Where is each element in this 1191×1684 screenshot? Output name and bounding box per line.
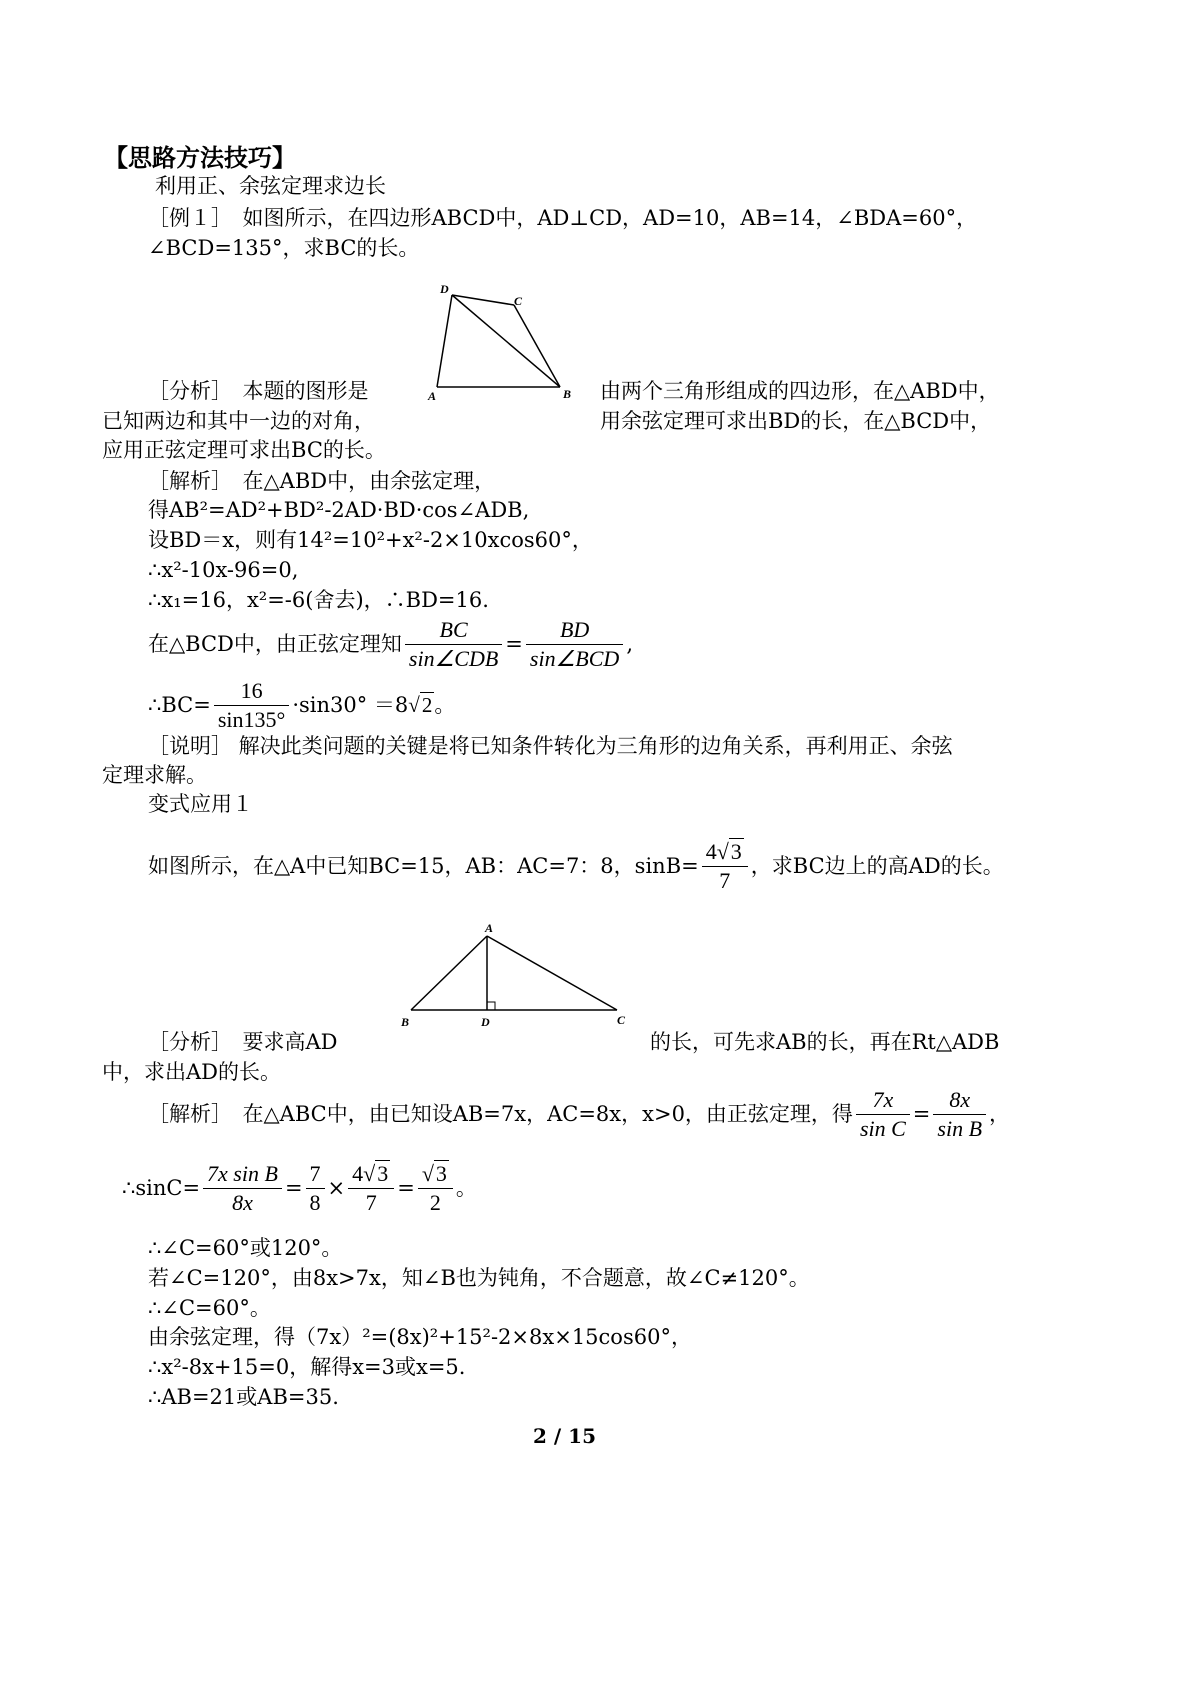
topic-line: 利用正、余弦定理求边长 xyxy=(155,174,386,198)
fraction-sqrt3-over-2: $\frac{√3}{2}$ xyxy=(418,1160,453,1217)
vertex-label-d: D xyxy=(481,1015,490,1029)
solution-1-cosine-law: 得AB²=AD²+BD²-2AD·BD·cos∠ADB, xyxy=(148,498,530,522)
solution-2-result: ∴AB=21或AB=35. xyxy=(148,1385,339,1409)
solution-2-cosine-law: 由余弦定理，得（7x）²=(8x)²+15²-2×8x×15cos60°， xyxy=(148,1325,692,1349)
page-number: 2 / 15 xyxy=(533,1424,596,1448)
analysis-2-left: ［分析］ 要求高AD xyxy=(148,1030,338,1054)
fraction-7x-over-sinc: $\frac{7x}{\text{sin C}}$ xyxy=(856,1086,910,1143)
fraction-4sqrt3-over-7: $\frac{4√3}{7}$ xyxy=(348,1160,394,1217)
quadrilateral-figure xyxy=(422,280,582,405)
solution-1-substitute: 设BD＝x，则有14²=10²+x²-2×10xcos60°， xyxy=(148,528,593,552)
fraction-7-over-8: $\frac{7}{8}$ xyxy=(306,1160,325,1217)
example-1-statement: ［例１］ 如图所示，在四边形ABCD中，AD⊥CD，AD=10，AB=14，∠BDA=60°， xyxy=(148,206,978,230)
fraction-bc-over-sin-cdb: $\frac{BC}{\text{sin∠CDB}}$ xyxy=(405,616,502,673)
fraction-bd-over-sin-bcd: $\frac{BD}{\text{sin∠BCD}}$ xyxy=(526,616,623,673)
solution-1-roots: ∴x₁=16，x²=-6(舍去)，∴BD=16. xyxy=(148,588,489,612)
sine-law-text: 在△BCD中，由正弦定理知 xyxy=(148,632,402,657)
fraction-16-over-sin135: $\frac{16}{\sin 135^\circ}$ xyxy=(214,677,289,734)
solution-2-quadratic: ∴x²-8x+15=0，解得x=3或x=5. xyxy=(148,1355,466,1379)
solution-1-result: ∴BC= $\frac{16}{\sin 135^\circ}$ ·sin30° ＝8√2。 xyxy=(148,677,455,734)
solution-2-angle-c: ∴∠C=60°或120°。 xyxy=(148,1236,343,1260)
example-1-statement-cont: ∠BCD=135°，求BC的长。 xyxy=(148,236,420,260)
solution-2-exclude: 若∠C=120°，由8x>7x，知∠B也为钝角，不合题意，故∠C≠120°。 xyxy=(148,1266,810,1290)
fraction-4sqrt3-over-7: $\frac{4√3}{7}$ xyxy=(702,838,748,895)
solution-1-quadratic: ∴x²-10x-96=0, xyxy=(148,558,299,582)
vertex-label-c: C xyxy=(617,1013,626,1027)
sqrt-2: √2 xyxy=(408,693,433,718)
variant-heading: 变式应用１ xyxy=(148,792,253,816)
triangle-figure xyxy=(395,918,635,1033)
analysis-1-left-2: 已知两边和其中一边的对角， xyxy=(102,409,375,433)
analysis-2-right: 的长，可先求AB的长，再在Rt△ADB xyxy=(650,1030,1000,1054)
vertex-label-d: D xyxy=(440,282,449,296)
analysis-2-end: 中，求出AD的长。 xyxy=(102,1060,282,1084)
analysis-1-right-2: 用余弦定理可求出BD的长，在△BCD中， xyxy=(600,409,992,433)
solution-2-angle-c-final: ∴∠C=60°。 xyxy=(148,1296,271,1320)
solution-2-intro: ［解析］ 在△ABC中，由已知设AB=7x，AC=8x，x>0，由正弦定理，得 $\frac{7x}{\text{sin C}}$ = $\frac{8x}{\text{sin B}}$ ， xyxy=(148,1086,1010,1143)
section-heading: 【思路方法技巧】 xyxy=(104,143,296,172)
fraction-7xsinb-over-8x: $\frac{\text{7x sin B}}{8x}$ xyxy=(203,1160,282,1217)
vertex-label-b: B xyxy=(563,387,572,401)
note-1-cont: 定理求解。 xyxy=(102,763,207,787)
note-1: ［说明］ 解决此类问题的关键是将已知条件转化为三角形的边角关系，再利用正、余弦 xyxy=(148,734,953,758)
variant-statement: 如图所示，在△A中已知BC=15，AB：AC=7：8，sinB= $\frac{4√3}{7}$ ，求BC边上的高AD的长。 xyxy=(148,838,1004,895)
analysis-1-left: ［分析］ 本题的图形是 xyxy=(148,379,369,403)
vertex-label-a: A xyxy=(485,921,494,935)
analysis-1-right: 由两个三角形组成的四边形，在△ABD中， xyxy=(600,379,1000,403)
vertex-label-b: B xyxy=(401,1015,410,1029)
solution-1-sine-law: 在△BCD中，由正弦定理知 $\frac{BC}{\text{sin∠CDB}}$ = $\frac{BD}{\text{sin∠BCD}}$ , xyxy=(148,616,633,673)
vertex-label-a: A xyxy=(428,389,437,403)
analysis-1-end: 应用正弦定理可求出BC的长。 xyxy=(102,438,386,462)
fraction-8x-over-sinb: $\frac{8x}{\text{sin B}}$ xyxy=(933,1086,986,1143)
solution-2-sinc: ∴sinC= $\frac{\text{7x sin B}}{8x}$ = $\frac{7}{8}$ × $\frac{4√3}{7}$ = $\frac{√3}{2}$ 。 xyxy=(122,1160,477,1217)
vertex-label-c: C xyxy=(514,294,523,308)
solution-1-intro: ［解析］ 在△ABD中，由余弦定理， xyxy=(148,469,496,493)
